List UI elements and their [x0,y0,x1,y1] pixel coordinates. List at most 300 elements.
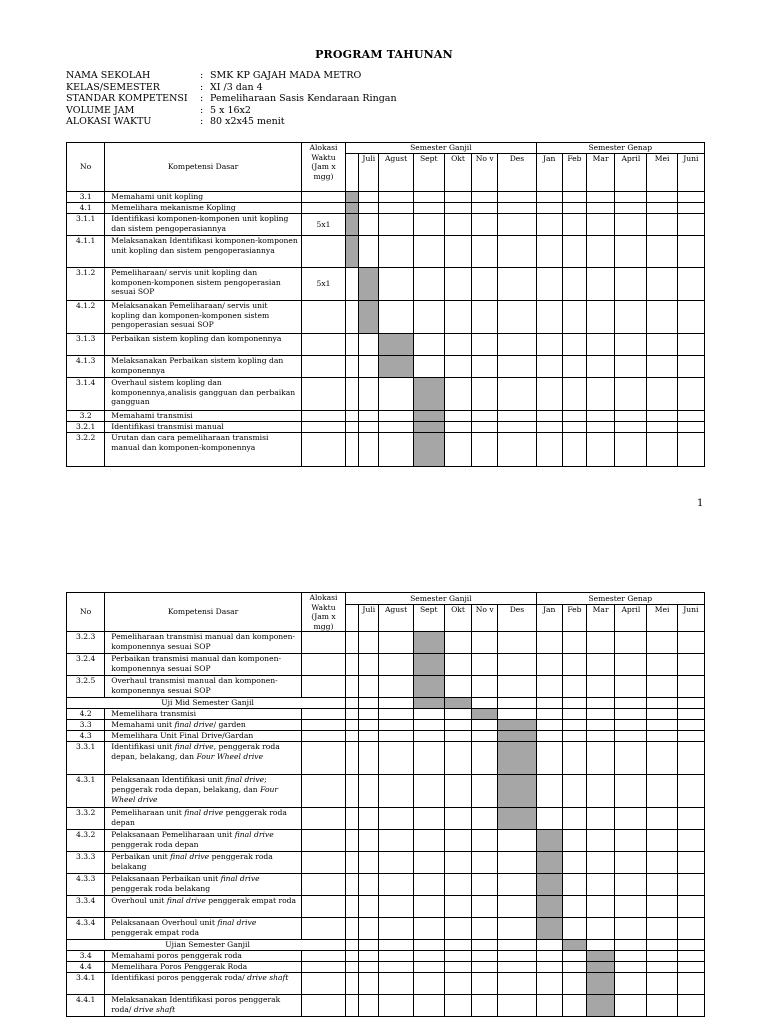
schedule-cell [444,742,471,775]
schedule-cell [562,192,586,203]
schedule-cell-filled [536,830,562,852]
schedule-cell [359,973,379,995]
schedule-cell [677,918,704,940]
schedule-cell [587,775,615,808]
schedule-cell [562,301,586,334]
schedule-cell [615,962,647,973]
schedule-cell [359,632,379,654]
row-alokasi [301,301,345,334]
schedule-cell [677,422,704,433]
table-row [67,422,705,433]
schedule-cell [359,742,379,775]
schedule-cell [647,268,677,301]
schedule-cell [562,995,586,1017]
row-kompetensi-dasar: Uji Mid Semester Ganjil [67,698,346,709]
schedule-cell [444,830,471,852]
schedule-cell [615,830,647,852]
row-kompetensi-dasar: Pelaksanaan Pemeliharaan unit final drive penggerak roda depan [105,830,302,852]
schedule-cell [562,874,586,896]
schedule-cell [562,896,586,918]
schedule-cell [444,918,471,940]
row-alokasi [301,411,345,422]
table-row [67,192,705,203]
table-row [67,334,705,356]
schedule-cell [346,896,359,918]
table-row [67,654,705,676]
schedule-cell [615,698,647,709]
schedule-cell [587,632,615,654]
schedule-cell [444,973,471,995]
schedule-cell [444,940,471,951]
document-info [66,70,397,128]
header-alokasi-line: Alokasi [309,143,338,152]
schedule-cell [498,940,536,951]
schedule-cell [413,301,444,334]
schedule-cell [472,268,498,301]
row-kompetensi-dasar: Pelaksanaan Perbaikan unit final drive penggerak roda belakang [105,874,302,896]
schedule-cell [536,632,562,654]
header-month: Juli [359,605,379,632]
schedule-cell [379,301,413,334]
schedule-cell [677,731,704,742]
header-month: Des [498,154,536,192]
schedule-cell [562,852,586,874]
schedule-cell-filled [536,896,562,918]
schedule-cell [677,411,704,422]
schedule-cell [587,334,615,356]
schedule-cell [498,334,536,356]
schedule-cell [536,378,562,411]
row-kompetensi-dasar: Pemeliharaan unit final drive penggerak roda depan [105,808,302,830]
schedule-cell [413,203,444,214]
schedule-cell [359,433,379,467]
schedule-cell [444,422,471,433]
schedule-cell [587,268,615,301]
schedule-cell [413,709,444,720]
schedule-cell [615,632,647,654]
row-alokasi [301,962,345,973]
header-alokasi-line: mgg) [313,621,334,631]
row-kompetensi-dasar: Perbaikan unit final drive penggerak roda belakang [105,852,302,874]
schedule-cell-filled [346,236,359,268]
schedule-cell [379,874,413,896]
row-no: 3.3.4 [67,896,105,918]
schedule-cell [359,731,379,742]
schedule-cell [346,422,359,433]
table-row [67,874,705,896]
table-row [67,378,705,411]
row-kompetensi-dasar: Perbaikan sistem kopling dan komponennya [105,334,302,356]
schedule-cell [498,433,536,467]
schedule-cell [444,874,471,896]
row-no: 3.2.5 [67,676,105,698]
row-alokasi [301,720,345,731]
row-no: 4.2 [67,709,105,720]
schedule-cell [498,973,536,995]
table-row [67,995,705,1017]
schedule-cell [472,852,498,874]
schedule-cell [472,422,498,433]
schedule-cell [677,830,704,852]
schedule-cell [346,995,359,1017]
table-row [67,676,705,698]
schedule-cell [587,709,615,720]
schedule-cell [647,775,677,808]
schedule-cell [444,334,471,356]
row-alokasi [301,995,345,1017]
table-row [67,720,705,731]
schedule-cell-filled [587,951,615,962]
page-number: 1 [697,498,704,509]
schedule-cell [498,378,536,411]
row-alokasi: 5x1 [301,268,345,301]
header-month: Mar [587,605,615,632]
schedule-cell [472,720,498,731]
schedule-cell [379,411,413,422]
schedule-cell [413,896,444,918]
header-month: Juli [359,154,379,192]
row-alokasi [301,808,345,830]
schedule-cell-filled [413,676,444,698]
schedule-cell [472,214,498,236]
schedule-cell [498,203,536,214]
schedule-cell-filled [379,356,413,378]
info-value: SMK KP GAJAH MADA METRO [210,70,362,81]
row-kompetensi-dasar: Melaksanakan Identifikasi komponen-komponen unit kopling dan sistem pengoperasiannya [105,236,302,268]
schedule-cell [498,654,536,676]
schedule-cell [562,334,586,356]
schedule-cell-filled [444,698,471,709]
schedule-cell [647,896,677,918]
schedule-cell [562,918,586,940]
schedule-cell [536,192,562,203]
schedule-cell [587,698,615,709]
row-no: 3.2 [67,411,105,422]
schedule-cell [472,731,498,742]
row-kompetensi-dasar: Memelihara transmisi [105,709,302,720]
schedule-cell [444,268,471,301]
schedule-cell [562,356,586,378]
schedule-cell [413,995,444,1017]
row-alokasi [301,356,345,378]
schedule-cell [647,632,677,654]
table-row [67,214,705,236]
schedule-cell [498,951,536,962]
row-kompetensi-dasar: Urutan dan cara pemeliharaan transmisi manual dan komponen-komponennya [105,433,302,467]
schedule-cell [359,874,379,896]
schedule-cell-filled [346,192,359,203]
schedule-cell [647,203,677,214]
schedule-cell [587,301,615,334]
schedule-cell [536,720,562,731]
header-kompetensi-dasar: Kompetensi Dasar [105,143,302,192]
schedule-cell-filled [413,654,444,676]
schedule-cell [413,731,444,742]
schedule-cell [444,236,471,268]
schedule-cell [444,995,471,1017]
schedule-cell [647,742,677,775]
row-alokasi [301,973,345,995]
schedule-cell-filled [587,995,615,1017]
schedule-cell [444,720,471,731]
schedule-cell [444,775,471,808]
schedule-table-page2 [66,592,705,1017]
row-no: 3.2.1 [67,422,105,433]
schedule-cell [587,720,615,731]
schedule-cell [677,896,704,918]
schedule-cell [472,775,498,808]
schedule-cell [346,830,359,852]
schedule-cell [536,808,562,830]
schedule-cell [615,378,647,411]
schedule-cell [615,214,647,236]
schedule-cell [562,411,586,422]
schedule-cell [379,742,413,775]
schedule-cell [472,192,498,203]
schedule-cell [359,709,379,720]
schedule-cell [472,742,498,775]
schedule-cell [346,874,359,896]
info-value: Pemeliharaan Sasis Kendaraan Ringan [210,93,397,104]
schedule-cell [647,676,677,698]
schedule-cell [346,742,359,775]
row-no: 3.1 [67,192,105,203]
row-kompetensi-dasar: Memahami unit final drive/ garden [105,720,302,731]
schedule-cell [359,940,379,951]
schedule-cell [346,720,359,731]
schedule-cell [536,973,562,995]
row-kompetensi-dasar: Overhaul transmisi manual dan komponen-komponennya sesuai SOP [105,676,302,698]
table-row [67,203,705,214]
row-kompetensi-dasar: Ujian Semester Ganjil [67,940,346,951]
row-alokasi [301,203,345,214]
header-no: No [67,143,105,192]
row-alokasi [301,951,345,962]
schedule-cell-filled [346,203,359,214]
table-row [67,808,705,830]
schedule-cell [498,632,536,654]
schedule-cell [413,808,444,830]
schedule-cell [536,301,562,334]
header-alokasi-line: mgg) [313,171,334,181]
schedule-cell [444,731,471,742]
schedule-cell [647,808,677,830]
schedule-cell [472,995,498,1017]
schedule-cell [346,632,359,654]
header-month-blank [346,605,359,632]
schedule-cell [346,378,359,411]
schedule-cell [562,830,586,852]
schedule-cell [359,422,379,433]
schedule-cell [379,995,413,1017]
schedule-cell-filled [346,214,359,236]
schedule-cell [444,301,471,334]
row-kompetensi-dasar: Pelaksanaan Overhoul unit final drive penggerak empat roda [105,918,302,940]
schedule-cell [444,709,471,720]
schedule-cell [359,676,379,698]
row-no: 3.4 [67,951,105,962]
schedule-cell [562,698,586,709]
header-alokasi-line: Waktu [311,152,336,162]
header-month: Mar [587,154,615,192]
table-row [67,742,705,775]
row-kompetensi-dasar: Perbaikan transmisi manual dan komponen-komponennya sesuai SOP [105,654,302,676]
schedule-cell [562,709,586,720]
schedule-cell [677,203,704,214]
schedule-cell [677,334,704,356]
schedule-cell [536,236,562,268]
schedule-cell-filled [413,411,444,422]
schedule-cell [536,433,562,467]
header-month: Okt [444,154,471,192]
info-value: XI /3 dan 4 [210,81,263,93]
info-label: STANDAR KOMPETENSI [66,93,188,104]
row-alokasi [301,775,345,808]
header-month: April [615,154,647,192]
header-month: Juni [677,154,704,192]
schedule-cell [359,378,379,411]
row-no: 4.1.3 [67,356,105,378]
row-kompetensi-dasar: Memahami transmisi [105,411,302,422]
schedule-cell [562,973,586,995]
schedule-cell [498,236,536,268]
header-kompetensi-dasar: Kompetensi Dasar [105,593,302,632]
schedule-cell [647,192,677,203]
schedule-cell [444,203,471,214]
schedule-cell [359,995,379,1017]
schedule-cell [615,775,647,808]
schedule-cell [536,742,562,775]
header-alokasi-waktu [301,593,345,632]
row-no: 3.1.1 [67,214,105,236]
header-alokasi-line: (Jam x [311,162,336,172]
schedule-cell [647,709,677,720]
schedule-cell [677,852,704,874]
schedule-cell [562,951,586,962]
schedule-cell-filled [413,632,444,654]
row-no: 3.4.1 [67,973,105,995]
schedule-cell [615,676,647,698]
schedule-cell [498,356,536,378]
info-label: KELAS/SEMESTER [66,81,160,93]
schedule-cell [379,654,413,676]
schedule-cell [587,918,615,940]
row-kompetensi-dasar: Memelihara mekanisme Kopling [105,203,302,214]
schedule-cell [587,411,615,422]
table-row [67,698,705,709]
schedule-cell [346,301,359,334]
row-alokasi [301,378,345,411]
page-title: PROGRAM TAHUNAN [315,48,453,61]
table-row [67,852,705,874]
schedule-cell [379,808,413,830]
schedule-cell [359,334,379,356]
schedule-cell [498,268,536,301]
table-row [67,962,705,973]
schedule-cell [359,720,379,731]
schedule-cell [587,203,615,214]
table-row [67,709,705,720]
schedule-cell [677,192,704,203]
schedule-cell [615,433,647,467]
schedule-cell [615,731,647,742]
schedule-cell [413,951,444,962]
schedule-cell-filled [536,852,562,874]
schedule-cell [359,356,379,378]
schedule-cell [498,698,536,709]
schedule-cell [587,236,615,268]
schedule-cell [587,356,615,378]
header-month: Feb [562,154,586,192]
header-alokasi-line: Alokasi [309,593,338,602]
row-no: 3.2.3 [67,632,105,654]
row-no: 3.2.4 [67,654,105,676]
row-kompetensi-dasar: Identifikasi unit final drive, penggerak roda depan, belakang, dan Four Wheel drive [105,742,302,775]
header-semester-ganjil: Semester Ganjil [346,593,536,605]
schedule-cell [379,709,413,720]
schedule-cell [472,973,498,995]
row-no: 4.3.1 [67,775,105,808]
schedule-cell [536,654,562,676]
schedule-cell [379,940,413,951]
schedule-cell [677,951,704,962]
schedule-cell [444,433,471,467]
schedule-cell-filled [562,940,586,951]
table-row [67,951,705,962]
row-no: 3.3.3 [67,852,105,874]
schedule-cell [587,731,615,742]
row-no: 4.3 [67,731,105,742]
row-kompetensi-dasar: Pemeliharaan transmisi manual dan komponen-komponennya sesuai SOP [105,632,302,654]
row-alokasi [301,918,345,940]
schedule-cell [615,709,647,720]
row-no: 3.2.2 [67,433,105,467]
schedule-cell [677,742,704,775]
schedule-cell [536,940,562,951]
schedule-cell [562,775,586,808]
schedule-cell [379,378,413,411]
schedule-cell [536,995,562,1017]
schedule-cell [498,830,536,852]
schedule-cell [498,995,536,1017]
schedule-cell [359,808,379,830]
schedule-cell [472,411,498,422]
schedule-cell [677,962,704,973]
schedule-cell [677,709,704,720]
row-kompetensi-dasar: Pelaksanaan Identifikasi unit final drive; penggerak roda depan, belakang, dan Four Wheel drive [105,775,302,808]
schedule-cell [615,192,647,203]
schedule-cell [346,951,359,962]
schedule-cell [562,214,586,236]
schedule-cell [562,676,586,698]
schedule-cell [647,301,677,334]
header-month: Jan [536,605,562,632]
schedule-cell [346,268,359,301]
row-kompetensi-dasar: Melaksanakan Identifikasi poros penggerak roda/ drive shaft [105,995,302,1017]
row-no: 3.3.2 [67,808,105,830]
schedule-cell [615,852,647,874]
schedule-cell [359,830,379,852]
schedule-cell [359,896,379,918]
schedule-cell [472,356,498,378]
table-row [67,940,705,951]
schedule-cell [379,268,413,301]
schedule-cell [647,334,677,356]
schedule-cell [615,874,647,896]
schedule-cell [472,236,498,268]
row-no: 3.1.3 [67,334,105,356]
row-no: 4.1 [67,203,105,214]
